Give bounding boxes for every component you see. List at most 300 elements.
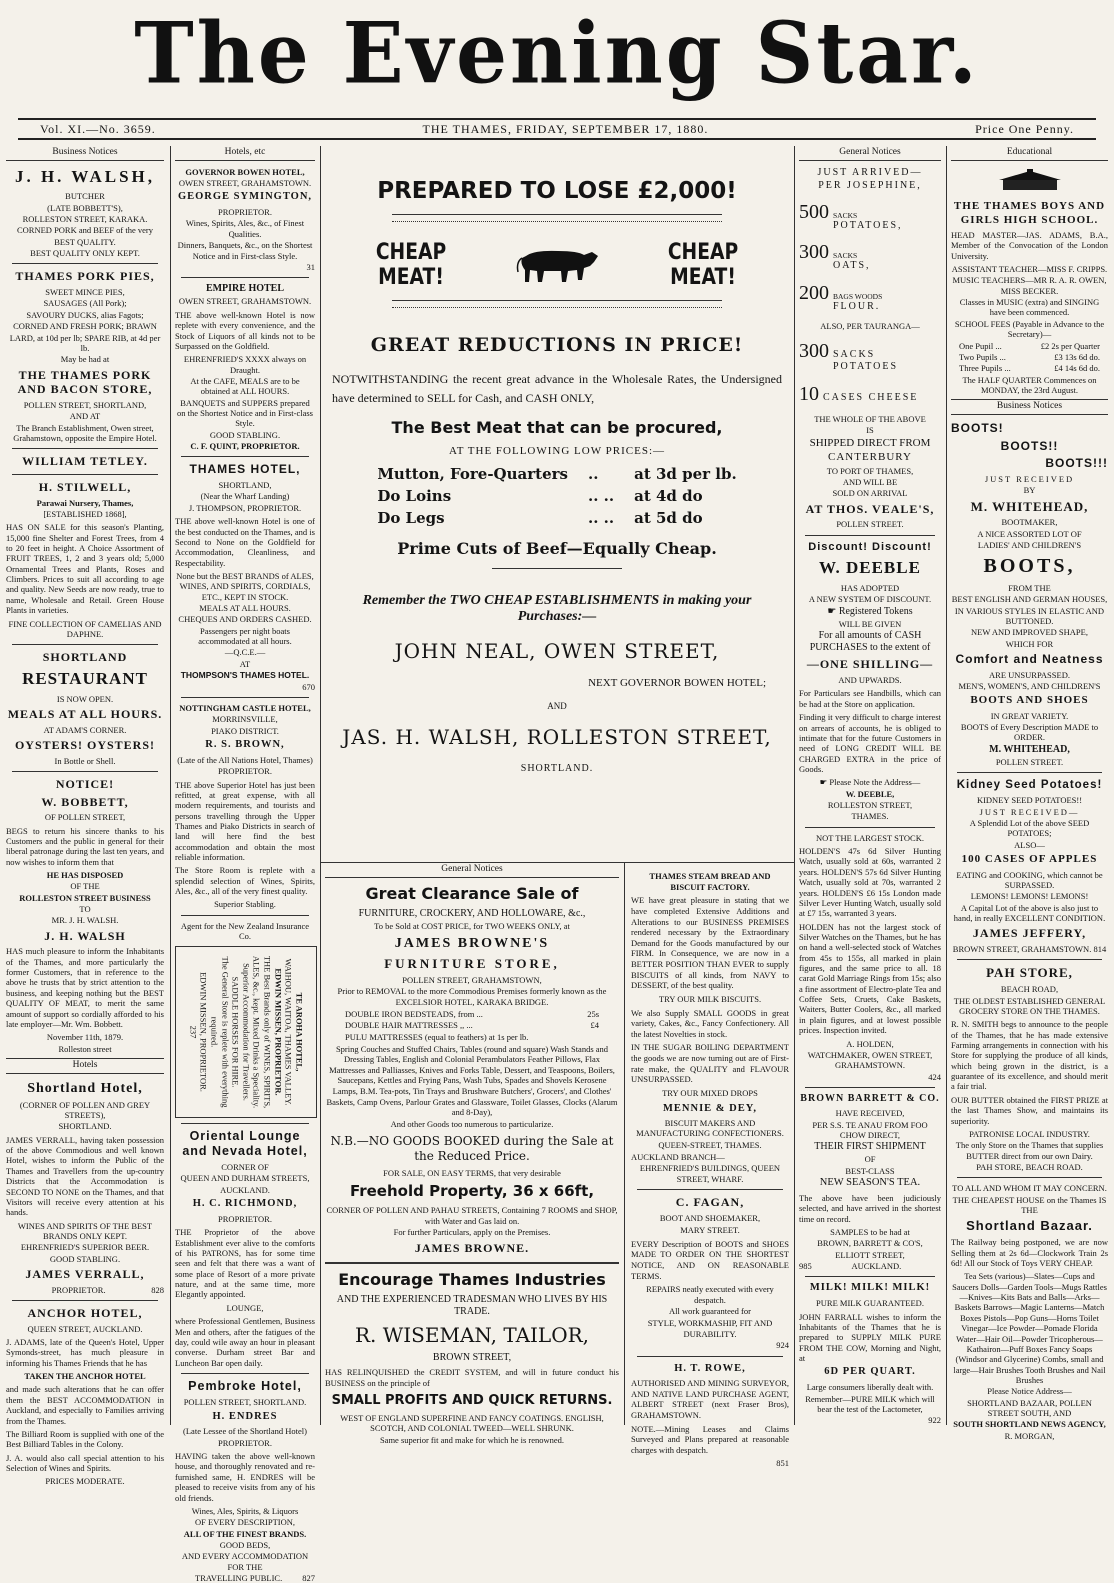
nursery-body: HAS ON SALE for this season's Planting, 15,000 fine Shelter and Forest Trees, from 4 to 20 feet in height. A Choice Assortment of FRUIT TREES, 1, 2 and 3 years old; 5,000 Ornamental Trees and Plants, Roses and Climbers. Prices to suit all according to age and quality. New Seeds are now ready, true to name, Wholesale and Retail. Green House Plants in varieties. — [6, 522, 164, 616]
furniture-item-price: 25s — [587, 1008, 599, 1019]
pork-branch: The Branch Establishment, Owen street, Grahamstown, opposite the Empire Hotel. — [13, 422, 157, 443]
note-address-text: Please Note the Address— — [829, 777, 921, 788]
empire-stabling: GOOD STABLING. — [209, 429, 281, 440]
price-price: at 5d do — [634, 509, 703, 528]
made-to-order: BOOTS of Every Description MADE to ORDER. — [960, 722, 1099, 743]
fee-table — [951, 341, 1108, 374]
price-row — [367, 485, 746, 507]
thames-hotel-proprietor: J. THOMPSON, PROPRIETOR. — [188, 502, 302, 513]
shortland-hotel-corner: (CORNER OF POLLEN AND GREY STREETS), — [19, 1099, 151, 1120]
masthead — [0, 0, 1114, 112]
sold-on-arrival: SOLD ON ARRIVAL — [832, 488, 908, 499]
oriental-corner: CORNER OF — [221, 1162, 269, 1173]
milk-price: 6D PER QUART. — [824, 1366, 916, 1378]
nursery-name: Parawai Nursery, Thames, — [36, 497, 134, 508]
divider — [12, 771, 158, 772]
cargo-item: POTATOES, — [833, 220, 903, 232]
pork-line: LARD, at 10d per lb; SPARE RIB, at 4d per lb. — [9, 332, 161, 353]
comfort-neatness: Comfort and Neatness — [955, 652, 1104, 667]
reductions-heading: GREAT REDUCTIONS IN PRICE! — [370, 334, 744, 356]
verrall-footer — [6, 1285, 164, 1295]
fee-row — [951, 352, 1108, 362]
nottingham-body: THE above Superior Hotel has just been refitted, at great expense, with all modern requirements, and tourists and persons travelling through the Upper Thames and Piako Districts in search of land will here find the best accommodation and obtain the most reliable information. — [175, 779, 315, 863]
rowe-name: H. T. ROWE, — [674, 1362, 746, 1374]
to-all: TO ALL AND WHOM IT MAY CONCERN. — [952, 1183, 1107, 1194]
empire-address: OWEN STREET, GRAHAMSTOWN. — [178, 296, 312, 307]
browne-sign: JAMES BROWNE. — [414, 1240, 530, 1255]
music-teachers: MUSIC TEACHERS—MR R. A. R. OWEN, MISS BECKER. — [952, 275, 1107, 296]
oriental-title: Oriental Lounge and Nevada Hotel, — [182, 1128, 308, 1158]
price: Price One Penny. — [975, 121, 1074, 136]
notice-heading: NOTICE! — [55, 776, 115, 791]
wavy-divider — [392, 214, 722, 222]
price-dots: .. .. — [587, 487, 615, 506]
by-word: BY — [1023, 485, 1036, 496]
best-houses: BEST ENGLISH AND GERMAN HOUSES, — [951, 594, 1108, 605]
cargo-row — [799, 382, 941, 406]
thames-hotel-brands: None but the BEST BRANDS of ALES, WINES, AND SPIRITS, CORDIALS, ETC., KEPT IN STOCK. — [176, 570, 314, 602]
bazaar-address: SHORTLAND BAZAAR, POLLEN STREET SOUTH, AND — [967, 1397, 1092, 1419]
te-aroha-sign: EDWIN MISSEN, PROPRIETOR. — [198, 971, 209, 1092]
verrall-name: JAMES VERRALL, — [25, 1267, 145, 1282]
fee-price: £4 14s 6d do. — [1054, 363, 1100, 374]
pork-line: May be had at — [60, 354, 110, 365]
splendid-lot: A Splendid Lot of the above SEED POTATOES; — [969, 818, 1090, 839]
boots-1: BOOTS! — [951, 420, 1004, 435]
cargo-row — [799, 339, 941, 373]
fagan-body: EVERY Description of BOOTS and SHOES MADE TO ORDER ON THE SHORTEST NOTICE, AND ON REASONABLE TERMS. — [631, 1238, 789, 1281]
price-item: Do Loins — [377, 487, 452, 506]
canterbury: CANTERBURY — [828, 451, 912, 464]
per-josephine: PER JOSEPHINE, — [818, 179, 922, 191]
pembroke-footer — [175, 1573, 315, 1583]
port-thames: TO PORT OF THAMES, — [826, 465, 914, 476]
cargo-row — [799, 200, 941, 232]
furniture-item-name: PULU MATTRESSES (equal to feathers) at 1s per lb. — [345, 1031, 529, 1042]
furniture-and-tailor-ads — [320, 863, 625, 1445]
thames-hotel-passengers: Passengers per night boats accommodated at all hours. — [198, 625, 292, 647]
cheapest-house: THE CHEAPEST HOUSE on the Thames IS THE — [952, 1194, 1107, 1216]
shipped-direct: SHIPPED DIRECT FROM — [809, 436, 931, 449]
cheap-meat-advertisement — [320, 146, 794, 858]
te-aroha-body: THE Best Brands only of WINES, SPIRITS, ALES, &c., kept. Mixed Drinks a Speciality. Superior Accommodation for Travellers. SADDLE HORSES FOR HIRE. — [230, 955, 273, 1108]
jeffery-address: BROWN STREET, GRAHAMSTOWN. — [952, 944, 1092, 955]
note-address — [799, 777, 941, 787]
ad-number: 922 — [928, 1415, 941, 1426]
oriental-streets: QUEEN AND DURHAM STREETS, — [180, 1173, 310, 1184]
bb-city: AUCKLAND. — [851, 1261, 902, 1272]
walsh-line: BEST QUALITY. — [54, 236, 116, 247]
capital-lot: A Capital Lot of the above is also just to hand, in really EXCELLENT CONDITION. — [953, 902, 1106, 924]
endres-name: H. ENDRES — [212, 1410, 278, 1422]
walsh-body: HAS much pleasure to inform the Inhabitants of the Thames, and more particularly the former Customers, that in reference to the above he trusts that by strict attention to the business, and keeping nothing but the BEST QUALITY OF MEAT, to merit the same amount of support so cordially afforded to his late employer—Mr. Wm. Bobbett. — [6, 946, 164, 1029]
boots-heading: BOOTS, — [983, 555, 1076, 578]
furniture-item-price: £4 — [590, 1020, 599, 1031]
mennie-dey-name: MENNIE & DEY, — [663, 1102, 757, 1114]
price-item: Do Legs — [377, 509, 445, 528]
remember-line: Remember the TWO CHEAP ESTABLISHMENTS in making your Purchases:— — [362, 593, 752, 625]
pork-line: SAUSAGES (All Pork); — [43, 298, 127, 309]
store-address: POLLEN STREET, GRAHAMSTOWN, — [402, 974, 542, 985]
section-header: Educational — [951, 146, 1108, 161]
price-price: at 4d do — [634, 487, 703, 506]
bb-have: HAVE RECEIVED, — [835, 1108, 905, 1119]
bobbett-business: ROLLESTON STREET BUSINESS — [19, 892, 151, 903]
divider — [957, 959, 1102, 960]
oriental-body-2: where Professional Gentlemen, Business Men and others, after the fatigues of the day, could wile away an hour in pleasant converse. Durham street Bar and Luncheon Bar open daily. — [175, 1316, 315, 1368]
governor-bowen-address: OWEN STREET, GRAHAMSTOWN. — [178, 177, 312, 188]
ad-number: 985 — [799, 1261, 812, 1272]
new-shape: NEW AND IMPROVED SHAPE, — [971, 627, 1088, 638]
pembroke-wines: Wines, Ales, Spirits, & Liquors — [191, 1505, 299, 1516]
cheap-meat-left: CHEAP MEAT! — [375, 240, 447, 290]
price-row — [367, 507, 746, 529]
please-notice: Please Notice Address— — [987, 1386, 1072, 1397]
removal-notice: Prior to REMOVAL to the more Commodious Premises formerly known as the EXCELSIOR HOTEL, KARAKA BRIDGE. — [337, 986, 607, 1007]
tokens-text: Registered Tokens — [838, 605, 913, 617]
shortland-town: SHORTLAND. — [520, 763, 594, 775]
just-arrived: JUST ARRIVED— — [817, 166, 923, 178]
divider — [181, 456, 309, 457]
cargo-item: CASES CHEESE — [823, 391, 919, 403]
pah-body: R. N. SMITH begs to announce to the people of the Thames, that he has made extensive Farming arrangements in connection with his Store for supplying the produce of all kinds, which being grown in the district, is a guarantee of its excellence, and should merit a fair trial. — [951, 1019, 1108, 1092]
divider — [805, 1087, 935, 1088]
auckland-branch: AUCKLAND BRANCH— — [631, 1151, 725, 1162]
apples-count: 100 — [961, 853, 982, 866]
ad-number: 424 — [928, 1071, 941, 1082]
also-word: ALSO— — [1014, 839, 1045, 850]
divider — [957, 772, 1102, 773]
farrall-body: JOHN FARRALL wishes to inform the Inhabitants of the Thames that he is prepared to SUPPLY MILK PURE FROM THE COW, Morning and Night, at — [799, 1311, 941, 1364]
apples-line — [951, 853, 1108, 866]
clearance-sold: To be Sold at COST PRICE, for TWO WEEKS ONLY, at — [374, 921, 570, 932]
divider — [12, 644, 158, 645]
walsh-trade: BUTCHER — [65, 191, 105, 202]
other-goods: And other Goods too numerous to particularize. — [390, 1118, 554, 1129]
kidney-potatoes: Kidney Seed Potatoes! — [956, 779, 1103, 792]
price-dots: .. .. — [587, 509, 615, 528]
newspaper-title: The Evening Star. — [134, 3, 980, 103]
divider — [805, 827, 935, 828]
pah-store-name: PAH STORE, — [986, 965, 1073, 981]
registered-tokens — [799, 606, 941, 618]
large-consumers: Large consumers liberally dealt with. — [806, 1382, 934, 1393]
divider — [957, 1177, 1102, 1178]
boots-3: BOOTS!!! — [1045, 456, 1108, 471]
cargo-description — [833, 251, 871, 272]
divider — [637, 1189, 783, 1190]
cargo-description — [833, 292, 882, 313]
whole-of-above: THE WHOLE OF THE ABOVE — [814, 414, 926, 425]
oriental-lounge: LOUNGE, — [226, 1302, 264, 1313]
various-styles: IN VARIOUS STYLES IN ELASTIC AND BUTTONED. — [954, 605, 1105, 626]
verrall-prop: PROPRIETOR. — [51, 1284, 106, 1295]
cargo-quantity: 300 — [799, 241, 829, 264]
price-row — [367, 463, 746, 485]
nottingham-prop: PROPRIETOR. — [218, 766, 272, 777]
pembroke-title: Pembroke Hotel, — [188, 1378, 302, 1393]
volume-number: Vol. XI.—No. 3659. — [40, 121, 156, 136]
nursery-established: [ESTABLISHED 1868], — [43, 508, 127, 519]
anchor-address: QUEEN STREET, AUCKLAND. — [27, 1323, 143, 1334]
divider — [181, 1123, 309, 1124]
just-received-2: JUST RECEIVED— — [979, 806, 1080, 817]
walsh-line: BEST QUALITY ONLY KEPT. — [30, 248, 140, 259]
cargo-quantity: 300 — [799, 340, 829, 363]
thames-hotel-sign: THOMPSON'S THAMES HOTEL. — [180, 670, 310, 681]
neal-name: JOHN NEAL, OWEN STREET, — [394, 639, 720, 664]
and-upwards: AND UPWARDS. — [838, 675, 902, 686]
anchor-attention: J. A. would also call special attention to his Selection of Wines and Spirits. — [6, 1452, 164, 1473]
pembroke-brands: ALL OF THE FINEST BRANDS. — [183, 1528, 307, 1539]
freehold-property: Freehold Property, 36 x 66ft, — [349, 1182, 595, 1201]
thames-hotel-meals: MEALS AT ALL HOURS. — [199, 603, 291, 614]
cargo-unit: SACKS — [833, 251, 858, 261]
ad-number: 814 — [1093, 944, 1107, 955]
cargo-item: FLOUR. — [833, 300, 881, 312]
pork-and: AND AT — [69, 411, 101, 422]
pembroke-accom: AND EVERY ACCOMMODATION FOR THE — [181, 1551, 309, 1572]
section-header: Hotels, etc — [175, 146, 315, 161]
and-word: AND — [547, 701, 567, 712]
high-school-title: THE THAMES BOYS AND GIRLS HIGH SCHOOL. — [953, 200, 1106, 226]
cargo-quantity: 10 — [799, 382, 819, 405]
empire-banquets: BANQUETS and SUPPERS prepared on the Shortest Notice and in First-class Style. — [177, 397, 313, 429]
shortland-hotel-wines: WINES AND SPIRITS OF THE BEST BRANDS ONLY KEPT. — [17, 1220, 153, 1241]
ad-body-text: NOTWITHSTANDING the recent great advance in the Wholesale Rates, the Undersigned have determined to SELL for Cash, and CASH ONLY, — [332, 372, 782, 406]
discount-heading: Discount! Discount! — [808, 540, 932, 553]
next-to-hotel: NEXT GOVERNOR BOWEN HOTEL; — [588, 677, 766, 690]
restaurant-open: IS NOW OPEN. — [56, 693, 114, 704]
pork-address: POLLEN STREET, SHORTLAND, — [23, 399, 147, 410]
kidney-potatoes-2: KIDNEY SEED POTATOES!! — [976, 795, 1083, 806]
brown-barrett-name: BROWN BARRETT & CO. — [800, 1093, 940, 1104]
bobbett-street: OF POLLEN STREET, — [44, 812, 126, 823]
furniture-item — [325, 1020, 619, 1031]
endres-late: (Late Lessee of the Shortland Hotel) — [183, 1426, 307, 1437]
thames-hotel-body: THE above well-known Hotel is one of the best conducted on the Thames, and is Second to None on the Goldfield for Accommodation, Cleanliness, and Respectability. — [175, 516, 315, 568]
fee-label: Three Pupils ... — [959, 363, 1011, 374]
divider — [181, 915, 309, 916]
walsh-name: J. H. WALSH, — [14, 166, 156, 186]
tradesman: AND THE EXPERIENCED TRADESMAN WHO LIVES BY HIS TRADE. — [336, 1293, 608, 1318]
thames-hotel-qce: —Q.C.E.— — [224, 647, 266, 658]
best-meat-heading: The Best Meat that can be procured, — [391, 418, 723, 438]
ad-number: 924 — [776, 1340, 789, 1351]
music-classes: Classes in MUSIC (extra) and SINGING have been commenced. — [959, 297, 1100, 318]
furniture-item — [325, 1009, 619, 1020]
te-aroha-store: The General Store is replete with everything required. — [209, 956, 231, 1108]
bobbett-disposed: HE HAS DISPOSED — [46, 869, 124, 880]
divider — [12, 1300, 158, 1301]
fagan-repairs: REPAIRS neatly executed with every despatch. — [646, 1284, 774, 1305]
handbills: For Particulars see Handbills, which can be had at the Store on application. — [799, 688, 941, 709]
thames-hotel-title: THAMES HOTEL, — [189, 462, 301, 477]
walsh-late: (LATE BOBBETT'S), — [47, 202, 123, 213]
branch-address: EHRENFRIED'S BUILDINGS, QUEEN STREET, WHARF. — [639, 1163, 781, 1184]
pah-sign: PAH STORE, BEACH ROAD. — [976, 1162, 1083, 1172]
eating-cooking: EATING and COOKING, which cannot be SURPASSED. — [956, 869, 1103, 890]
head-master: HEAD MASTER—JAS. ADAMS, B.A., Member of the Convocation of the London University. — [951, 229, 1108, 261]
fee-row — [951, 341, 1108, 351]
bobbett-mr: MR. J. H. WALSH. — [51, 915, 119, 926]
great-variety: IN GREAT VARIETY. — [990, 710, 1069, 721]
bakery-and-boot-ads — [626, 863, 794, 1469]
wavy-divider — [392, 300, 722, 308]
fee-price: £2 2s per Quarter — [1040, 340, 1100, 351]
te-aroha-sub: WAIHOU, WAITOA, THAMES VALLEY. — [283, 958, 294, 1105]
whitehead-name: M. WHITEHEAD, — [970, 498, 1089, 514]
empire-hotel-title: EMPIRE HOTEL — [205, 283, 285, 295]
restaurant-bottle: In Bottle or Shell. — [54, 755, 116, 766]
mens-womens: MEN'S, WOMEN'S, AND CHILDREN'S — [958, 681, 1101, 691]
holden-name: A. HOLDEN, — [846, 1038, 894, 1049]
also-cargo-list — [799, 339, 941, 406]
fagan-trade: BOOT AND SHOEMAKER, — [659, 1213, 761, 1224]
divider — [12, 448, 158, 449]
jeffery-footer — [951, 944, 1108, 954]
holden-watches: HOLDEN'S 47s 6d Silver Hunting Watch, usually sold at 60s, warranted 2 years. HOLDEN'S 57s 6d Silver Hunting Watch, usually sold at 70s, warranted 2 years. HOLDEN'S £6 15s London made Silver Lever Hunting Watch, usually sold at £7 15s, warranted 3 years. — [799, 846, 941, 919]
furniture-goods-list: Spring Couches and Stuffed Chairs, Tables (round and square) Wash Stands and Dressing Tables, English and Colonial Perambulators Feather Pillows, Flax Mattresses and Palliasses, Knives and Forks Table, Dessert, and Teaspoons, Boilers, Saucepans, Kettles and Frying Pans, Wash Tubs, Spades and Shovels Kerosene Lamps, B.M. Tea-pots, Tin Trays and Brushware Butchers', Grocers', and Clothes' Baskets, Camp Ovens, Parlour Grates and Glassware, Toilet Glasses, Clocks (Alarum and 8-Day), — [326, 1043, 618, 1118]
ad-headline: PREPARED TO LOSE £2,000! — [377, 178, 737, 204]
oriental-city: AUCKLAND. — [220, 1184, 270, 1195]
divider — [181, 277, 309, 278]
te-aroha-hotel-rotated-ad — [175, 946, 317, 1118]
bb-season: BEST-CLASS — [845, 1165, 895, 1176]
pointing-hand-icon: ☛ — [819, 777, 828, 788]
governor-bowen-wines: Wines, Spirits, Ales, &c., of Finest Qualities. — [185, 218, 305, 239]
coatings: WEST OF ENGLAND SUPERFINE AND FANCY COATINGS. ENGLISH, SCOTCH, AND COLONIAL TWEED—WELL SHRUNK. — [340, 1412, 604, 1434]
richmond-prop: PROPRIETOR. — [218, 1213, 272, 1224]
walsh-address: ROLLESTON STREET, KARAKA. — [22, 214, 148, 225]
anchor-billiard: The Billiard Room is supplied with one of the Best Billiard Tables in the Colony. — [6, 1428, 164, 1450]
cargo-unit: SACKS — [833, 210, 858, 220]
try-milk-biscuits: TRY OUR MILK BISCUITS. — [658, 993, 762, 1004]
divider — [181, 697, 309, 698]
empire-beer: EHRENFRIED'S XXXX always on Draught. — [183, 354, 307, 375]
cargo-description — [823, 392, 918, 404]
walsh-street: Rolleston street — [58, 1043, 112, 1054]
cargo-list — [799, 200, 941, 313]
cargo-description — [833, 211, 903, 232]
anchor-taken: TAKEN THE ANCHOR HOTEL — [24, 1371, 146, 1382]
new-system: A NEW SYSTEM OF DISCOUNT. — [808, 594, 932, 605]
only-store: The only Store on the Thames that supplies BUTTER direct from our own Dairy. — [955, 1140, 1104, 1161]
restaurant-corner: AT ADAM'S CORNER. — [43, 724, 127, 735]
clearance-items: FURNITURE, CROCKERY, AND HOLLOWARE, &c., — [358, 907, 586, 919]
pork-line: CORNED AND FRESH PORK; BRAWN — [13, 321, 157, 332]
pointing-hand-icon: ☛ — [827, 605, 837, 617]
bb-per: PER S.S. TE ANAU FROM FOO CHOW DIRECT, — [812, 1119, 928, 1140]
morgan-name: R. MORGAN, — [1004, 1430, 1055, 1441]
pah-oldest: THE OLDEST ESTABLISHED GENERAL GROCERY STORE ON THE THAMES. — [953, 995, 1106, 1016]
nottingham-stabling: Superior Stabling. — [214, 899, 276, 910]
price-price: at 3d per lb. — [634, 465, 737, 484]
bb-footer — [799, 1261, 941, 1271]
lactometer: Remember—PURE MILK which will bear the test of the Lactometer, — [805, 1393, 935, 1414]
nottingham-town: MORRINSVILLE, — [212, 714, 278, 725]
lemons: LEMONS! LEMONS! LEMONS! — [970, 891, 1089, 902]
ad-number: 670 — [302, 681, 315, 692]
which-for: WHICH FOR — [1005, 638, 1054, 649]
shortland-hotel-body: JAMES VERRALL, having taken possession of the above Commodious and well known Hotel, wishes to inform the Public of the Thames and Travellers from the up-country Districts that the Accommodation is SECOND TO NONE on the Thames, and that Visitors will receive every attention at his hands. — [6, 1134, 164, 1218]
divider — [805, 1276, 935, 1277]
fee-price: £3 13s 6d do. — [1054, 351, 1100, 362]
empire-body: THE above well-known Hotel is now replete with every convenience, and the Stock of Liquors of all kinds not to be Surpassed on the Goldfield. — [175, 309, 315, 351]
column-educational — [947, 146, 1112, 1441]
wiseman-street: BROWN STREET, — [432, 1351, 512, 1363]
cargo-quantity: 200 — [799, 281, 829, 304]
richmond-name: H. C. RICHMOND, — [192, 1198, 298, 1210]
assistant-teacher: ASSISTANT TEACHER—MISS F. CRIPPS. — [951, 264, 1108, 275]
cargo-item: SACKS POTATOES — [833, 349, 899, 373]
restaurant-meals: MEALS AT ALL HOURS. — [7, 706, 163, 721]
te-aroha-prop: EDWIN MISSEN, PROPRIETOR. — [273, 967, 284, 1096]
bobbett-to: TO — [79, 904, 91, 915]
nottingham-late: (Late of the All Nations Hotel, Thames) — [177, 754, 313, 765]
divider — [12, 263, 158, 264]
shortland-hotel-town: SHORTLAND. — [58, 1121, 112, 1132]
patronise: PATRONISE LOCAL INDUSTRY. — [969, 1128, 1090, 1139]
cargo-row — [799, 240, 941, 272]
cargo-item: OATS, — [833, 260, 871, 272]
deeble-sign: W. DEEBLE, — [845, 788, 895, 799]
shortland-hotel-beer: EHRENFRIED'S SUPERIOR BEER. — [20, 1242, 150, 1253]
whitehead-sign: M. WHITEHEAD, — [989, 743, 1070, 755]
for-sale: FOR SALE, ON EASY TERMS, that very desirable — [383, 1167, 561, 1178]
tetley-name: WILLIAM TETLEY. — [22, 454, 148, 469]
thames-hotel-town: SHORTLAND, — [218, 480, 272, 491]
no-goods-booked: N.B.—NO GOODS BOOKED during the Sale at the Reduced Price. — [330, 1133, 614, 1163]
boots-and-shoes: BOOTS AND SHOES — [970, 694, 1089, 707]
pork-pies-title: THAMES PORK PIES, — [15, 269, 155, 284]
endres-prop: PROPRIETOR. — [218, 1437, 272, 1448]
assorted-lot: A NICE ASSORTED LOT OF — [977, 528, 1082, 539]
browne-name: JAMES BROWNE'S — [394, 936, 550, 951]
fee-row — [951, 363, 1108, 373]
mennie-sub: BISCUIT MAKERS AND MANUFACTURING CONFECTIONERS. — [636, 1117, 784, 1139]
bobbett-name: W. BOBBETT, — [41, 794, 129, 809]
rowe-note: NOTE.—Mining Leases and Claims Surveyed and Plans prepared at reasonable charges with despatch. — [631, 1423, 789, 1455]
ad-number: 851 — [776, 1458, 789, 1469]
is-word: IS — [866, 425, 874, 436]
empire-proprietor: C. F. QUINT, PROPRIETOR. — [190, 441, 300, 452]
anchor-body: J. ADAMS, late of the Queen's Hotel, Upper Symonds-street, has much pleasure in informing his Thames Friends that he has — [6, 1336, 164, 1368]
will-be-given: WILL BE GIVEN — [838, 618, 902, 629]
anchor-body-2: and made such alterations that he can offer them the BEST ACCOMMODATION in Auckland, and especially to Families arriving from the Thames. — [6, 1384, 164, 1426]
pembroke-beds: GOOD BEDS, — [219, 1539, 271, 1550]
steam-factory-body: WE have great pleasure in stating that we have completed Extensive Additions and Alterations to our BUSINESS PREMISES rendered necessary by the Extraordinary Demand for the Goods manufactured by our FIRM. In Consequence, we are now in a BETTER POSITION THAN EVER to supply BISCUITS of all kinds, from NAVY to DESSERT, of the best quality. — [631, 895, 789, 991]
bazaar-name: Shortland Bazaar. — [966, 1218, 1093, 1234]
restaurant-heading: RESTAURANT — [22, 668, 148, 688]
divider — [12, 474, 158, 475]
bb-street: ELLIOTT STREET, — [835, 1249, 905, 1260]
fagan-street: MARY STREET. — [680, 1225, 740, 1235]
shortland-hotel-title: Shortland Hotel, — [27, 1080, 143, 1096]
deeble-street: ROLLESTON STREET, — [827, 800, 913, 811]
ad-body — [332, 370, 782, 408]
pork-store-name: THE THAMES PORK AND BACON STORE, — [17, 367, 153, 397]
ad-number: 237 — [188, 1025, 199, 1038]
cow-illustration-icon — [512, 242, 602, 288]
bb-of: OF — [864, 1154, 876, 1165]
mennie-address: QUEEN-STREET, THAMES. — [658, 1139, 762, 1150]
pork-line: SWEET MINCE PIES, — [45, 287, 125, 298]
credit-notice: Finding it very difficult to charge interest on arrears of accounts, he is obliged to intimate that for the future Customers in need of LONG CREDIT WILL BE CHARGED EXTRA in the price of Goods. — [799, 712, 941, 774]
nottingham-store: The Store Room is replete with a splendid selection of Wines, Spirits, Ales, &c., all of the very finest quality. — [175, 865, 315, 897]
ad-number: 827 — [302, 1573, 315, 1583]
walsh-line: CORNED PORK and BEEF of the very — [17, 225, 153, 236]
